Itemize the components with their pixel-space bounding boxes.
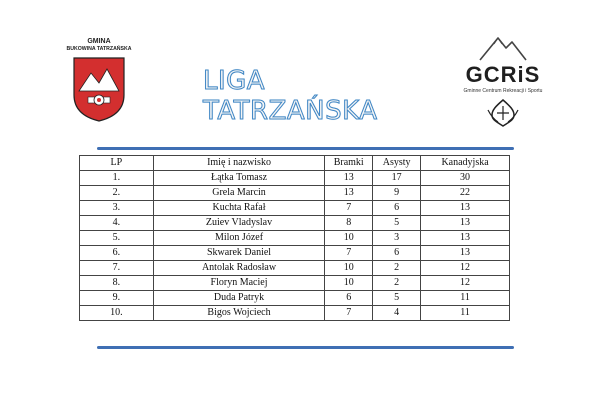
row-points-cell: 11 — [421, 291, 510, 306]
header-points: Kanadyjska — [421, 156, 510, 171]
row-name-cell: Milon Józef — [153, 231, 325, 246]
row-goals-cell: 7 — [325, 201, 373, 216]
row-assists-cell: 2 — [373, 276, 421, 291]
table-row — [80, 171, 510, 186]
row-assists-cell: 5 — [373, 291, 421, 306]
row-goals-cell: 7 — [325, 246, 373, 261]
row-points-cell: 22 — [421, 186, 510, 201]
table-row — [80, 276, 510, 291]
row-name-cell: Bigos Wojciech — [153, 306, 325, 321]
row-goals-cell: 7 — [325, 306, 373, 321]
row-goals-cell: 13 — [325, 171, 373, 186]
row-assists-cell: 5 — [373, 216, 421, 231]
row-name-cell: Grela Marcin — [153, 186, 325, 201]
header-lp: LP — [80, 156, 154, 171]
row-goals-cell: 8 — [325, 216, 373, 231]
table-row — [80, 246, 510, 261]
row-lp-cell: 7. — [80, 261, 154, 276]
row-name-cell: Floryn Maciej — [153, 276, 325, 291]
bottom-divider — [97, 346, 514, 349]
row-lp-cell: 8. — [80, 276, 154, 291]
row-name-cell: Antolak Radosław — [153, 261, 325, 276]
row-lp-cell: 1. — [80, 171, 154, 186]
row-name-cell: Kuchta Rafał — [153, 201, 325, 216]
brand-name: GCRiS — [465, 62, 541, 87]
row-points-cell: 11 — [421, 306, 510, 321]
row-points-cell: 30 — [421, 171, 510, 186]
mountain-icon — [478, 34, 528, 62]
row-goals-cell: 13 — [325, 186, 373, 201]
gcris-logo — [448, 32, 558, 132]
row-assists-cell: 2 — [373, 261, 421, 276]
row-assists-cell: 6 — [373, 246, 421, 261]
table-row — [80, 216, 510, 231]
row-lp-cell: 9. — [80, 291, 154, 306]
header-goals: Bramki — [325, 156, 373, 171]
table-row — [80, 261, 510, 276]
header-name: Imię i nazwisko — [153, 156, 325, 171]
table-row — [80, 201, 510, 216]
row-lp-cell: 3. — [80, 201, 154, 216]
row-goals-cell: 10 — [325, 231, 373, 246]
row-lp-cell: 2. — [80, 186, 154, 201]
row-lp-cell: 5. — [80, 231, 154, 246]
table-row — [80, 306, 510, 321]
row-assists-cell: 3 — [373, 231, 421, 246]
gmina-label: GMINA — [87, 38, 111, 45]
row-goals-cell: 6 — [325, 291, 373, 306]
brand-tagline: Gminne Centrum Rekreacji i Sportu — [463, 88, 543, 94]
row-name-cell: Zuiev Vladyslav — [153, 216, 325, 231]
row-points-cell: 12 — [421, 276, 510, 291]
table-row — [80, 231, 510, 246]
row-assists-cell: 9 — [373, 186, 421, 201]
coat-of-arms-icon — [71, 55, 127, 123]
row-assists-cell: 17 — [373, 171, 421, 186]
row-points-cell: 13 — [421, 231, 510, 246]
standings-table — [79, 155, 510, 321]
table-row — [80, 186, 510, 201]
row-points-cell: 13 — [421, 246, 510, 261]
row-points-cell: 13 — [421, 201, 510, 216]
gmina-logo — [50, 38, 148, 134]
row-assists-cell: 6 — [373, 201, 421, 216]
row-lp-cell: 10. — [80, 306, 154, 321]
row-name-cell: Skwarek Daniel — [153, 246, 325, 261]
row-name-cell: Duda Patryk — [153, 291, 325, 306]
ornament-icon — [486, 98, 520, 128]
row-name-cell: Łątka Tomasz — [153, 171, 325, 186]
row-points-cell: 12 — [421, 261, 510, 276]
header-assists: Asysty — [373, 156, 421, 171]
table-header-row — [80, 156, 510, 171]
top-divider — [97, 147, 514, 150]
row-lp-cell: 4. — [80, 216, 154, 231]
row-points-cell: 13 — [421, 216, 510, 231]
table-row — [80, 291, 510, 306]
gmina-sublabel: BUKOWINA TATRZAŃSKA — [66, 46, 132, 52]
row-goals-cell: 10 — [325, 261, 373, 276]
row-lp-cell: 6. — [80, 246, 154, 261]
page-title: LIGA TATRZAŃSKA — [203, 66, 378, 126]
row-assists-cell: 4 — [373, 306, 421, 321]
row-goals-cell: 10 — [325, 276, 373, 291]
